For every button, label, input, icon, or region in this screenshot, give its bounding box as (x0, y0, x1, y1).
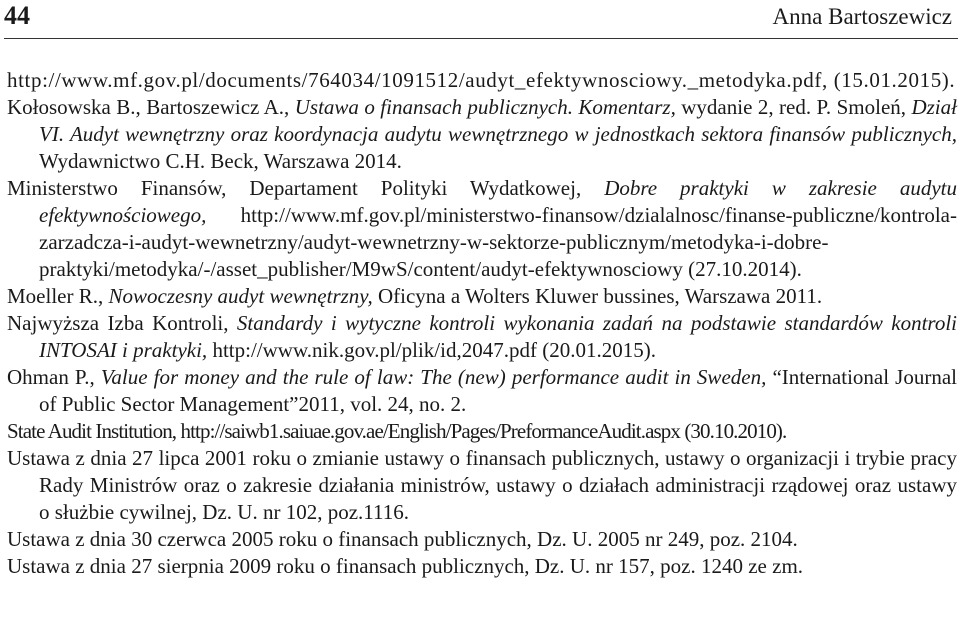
bibliography-entry (7, 526, 957, 553)
entry-authors: Najwyższa Izba Kontroli, (7, 311, 237, 335)
bibliography-entry (7, 67, 957, 94)
entry-journal: “International Journal of Public Sector Management”2011, vol. 24, no. 2. (39, 365, 957, 416)
entry-title: Dobre praktyki w zakresie audytu efektywnościowego, (39, 176, 957, 227)
entry-publisher: Wydawnictwo C.H. Beck, Warszawa 2014. (39, 149, 402, 173)
running-head-author: Anna Bartoszewicz (772, 4, 952, 29)
bibliography-entry (7, 283, 957, 310)
entry-authors: Moeller R., (7, 284, 109, 308)
bibliography-entry (7, 553, 957, 580)
bibliography-list (0, 67, 960, 580)
page-header (0, 0, 960, 40)
bibliography-entry (7, 418, 957, 445)
entry-title: Value for money and the rule of law: The (new) performance audit in Sweden, (100, 365, 767, 389)
bibliography-entry (7, 310, 957, 364)
bibliography-entry (7, 94, 957, 175)
bibliography-entry (7, 175, 957, 283)
entry-text: wydanie 2, red. P. Smoleń, (675, 95, 912, 119)
entry-authors: Kołosowska B., Bartoszewicz A., (7, 95, 295, 119)
bibliography-entry (7, 445, 957, 526)
bibliography-entry (7, 364, 957, 418)
page-number: 44 (4, 1, 30, 30)
entry-text: State Audit Institution, http://saiwb1.saiuae.gov.ae/English/Pages/PreformanceAudit.aspx (30.10.2010). (7, 419, 787, 443)
entry-text: Ustawa z dnia 27 sierpnia 2009 roku o finansach publicznych, Dz. U. nr 157, poz. 1240 ze zm. (7, 554, 804, 578)
entry-chapter: Dział VI. Audyt wewnętrzny oraz koordynacja audytu wewnętrznego w jednostkach sektora finansów publicznych, (39, 95, 957, 146)
entry-authors: Ohman P., (7, 365, 101, 389)
entry-text: Ustawa z dnia 27 lipca 2001 roku o zmianie ustawy o finansach publicznych, ustawy o organizacji i trybie pracy Rady Ministrów oraz o zakresie działania ministrów, ustawy o działach administracji rządowej oraz ustawy o służbie cywilnej, Dz. U. nr 102, poz.1116. (7, 446, 957, 524)
entry-text: Ustawa z dnia 30 czerwca 2005 roku o finansach publicznych, Dz. U. 2005 nr 249, poz. 2104. (7, 527, 798, 551)
entry-text: http://www.mf.gov.pl/documents/764034/1091512/audyt_efektywnosciowy._metodyka.pdf, (15.01.2015). (7, 68, 956, 92)
entry-authors: Ministerstwo Finansów, Departament Polityki Wydatkowej, (7, 176, 605, 200)
header-rule (4, 38, 958, 39)
entry-url: http://www.nik.gov.pl/plik/id,2047.pdf (20.01.2015). (207, 338, 656, 362)
entry-publisher: Oficyna a Wolters Kluwer bussines, Warszawa 2011. (372, 284, 823, 308)
entry-title: Ustawa o finansach publicznych. Komentarz, (294, 95, 676, 119)
entry-title: Nowoczesny audyt wewnętrzny, (108, 284, 373, 308)
entry-url: http://www.mf.gov.pl/ministerstwo-finansow/dzialalnosc/finanse-publiczne/kontrola-zarzadcza-i-audyt-wewnetrzny/audyt-wewnetrzny-w-sektorze-publicznym/metodyka-i-dobre-praktyki/metodyka/-/asset_publisher/M9wS/content/audyt-efektywnosciowy (27.10.2014). (39, 203, 957, 281)
entry-title: Standardy i wytyczne kontroli wykonania zadań na podstawie standardów kontroli INTOSAI i praktyki, (39, 311, 957, 362)
